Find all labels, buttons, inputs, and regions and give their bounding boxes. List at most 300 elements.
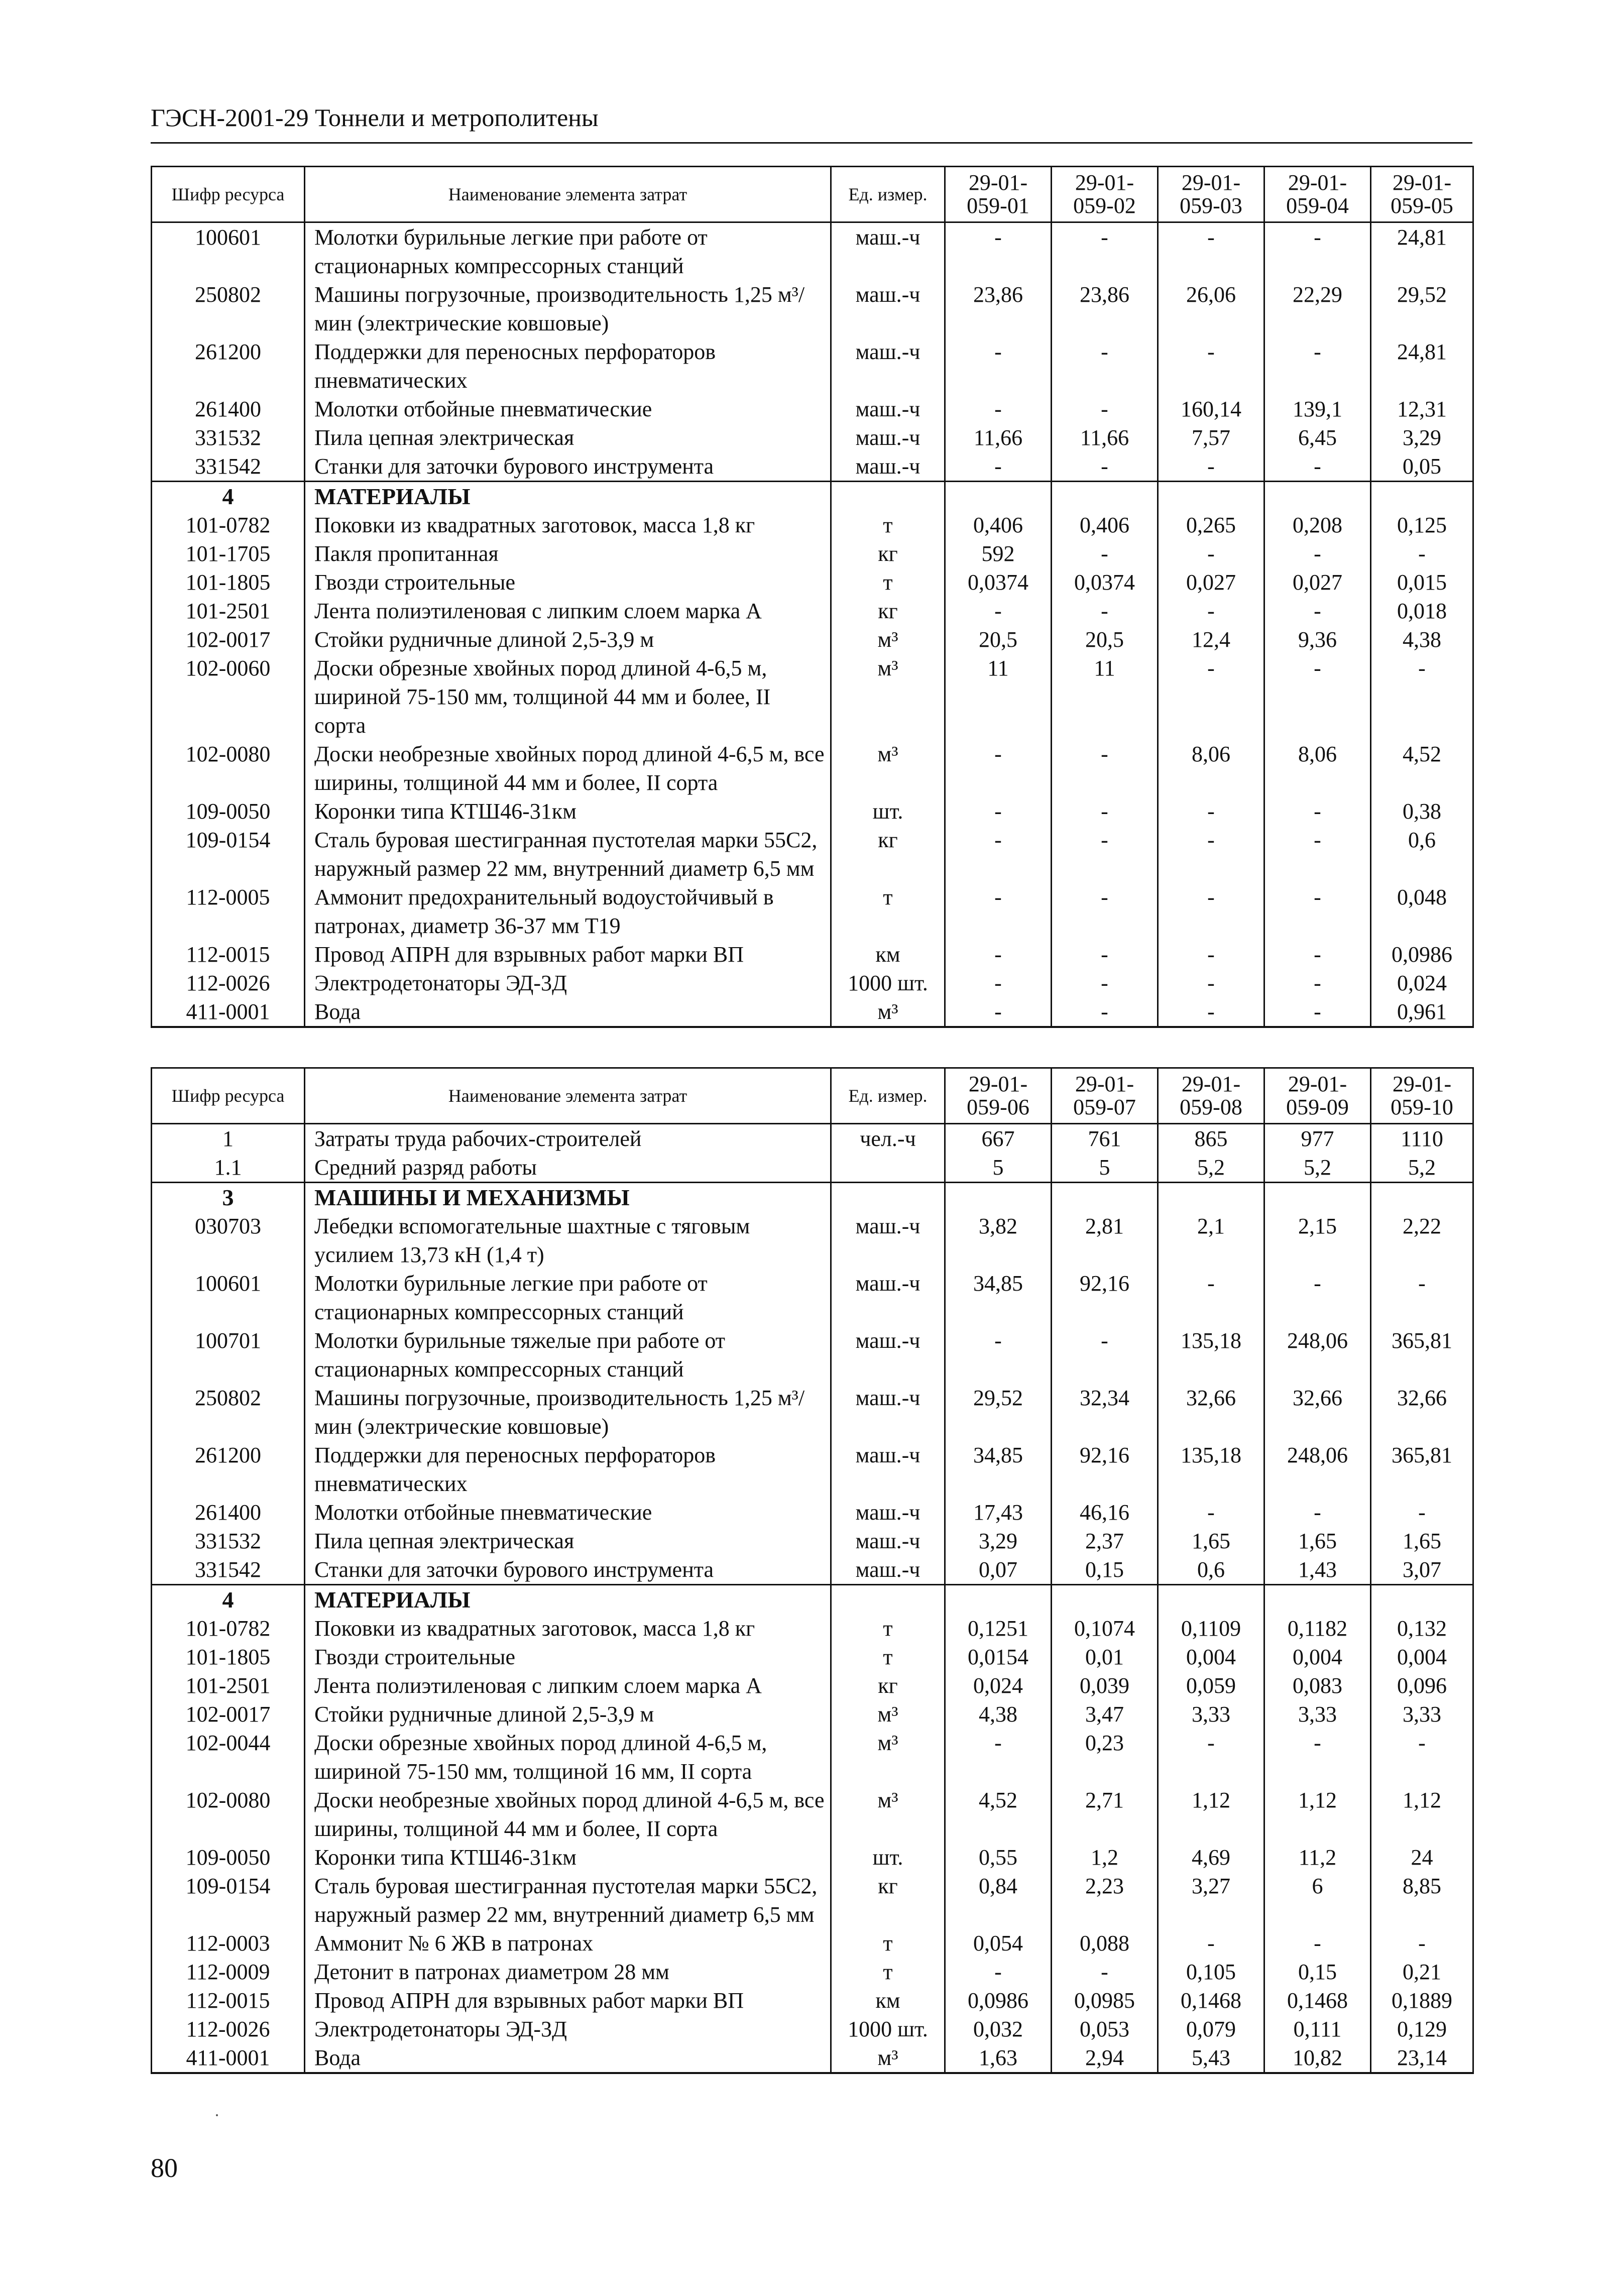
cell-value: - xyxy=(1158,940,1264,969)
cell-code: 102-0017 xyxy=(152,625,305,654)
cell-value: - xyxy=(1158,883,1264,940)
cell-value: 11 xyxy=(1052,654,1158,740)
cell-code: 102-0080 xyxy=(152,740,305,797)
cell-value: 0,059 xyxy=(1158,1671,1264,1700)
cell-value: - xyxy=(1158,1498,1264,1527)
cell-value: 2,15 xyxy=(1264,1212,1371,1269)
cell-value: - xyxy=(1264,337,1371,395)
cell-value: - xyxy=(1264,1269,1371,1326)
cell-value: 365,81 xyxy=(1371,1441,1473,1498)
cell-value: - xyxy=(1264,1929,1371,1958)
table-row xyxy=(152,1786,1473,1843)
cell-value: 0,38 xyxy=(1371,797,1473,826)
cell-value: 0,15 xyxy=(1264,1958,1371,1986)
cell-code: 101-1805 xyxy=(152,568,305,597)
cell-value: - xyxy=(1052,452,1158,482)
cell-value: 0,105 xyxy=(1158,1958,1264,1986)
cell-value: - xyxy=(945,1326,1052,1384)
cell-value: 1,12 xyxy=(1371,1786,1473,1843)
cell-unit: кг xyxy=(831,1872,945,1929)
cell-value: - xyxy=(945,797,1052,826)
cell-value: - xyxy=(1158,654,1264,740)
table-row xyxy=(152,1212,1473,1269)
cell-unit: чел.-ч xyxy=(831,1124,945,1154)
table-row xyxy=(152,1929,1473,1958)
cell-unit: маш.-ч xyxy=(831,337,945,395)
cell-value: 4,38 xyxy=(945,1700,1052,1729)
cell-value: - xyxy=(945,222,1052,281)
cell-code: 100601 xyxy=(152,1269,305,1326)
cell-code: 102-0044 xyxy=(152,1729,305,1786)
cell-value: 0,265 xyxy=(1158,511,1264,539)
table-row xyxy=(152,1643,1473,1671)
cell-value: - xyxy=(1052,222,1158,281)
cell-code: 101-1805 xyxy=(152,1643,305,1671)
cell-value: - xyxy=(945,883,1052,940)
cell-name: Доски необрезные хвойных пород длиной 4-6,5 м, все ширины, толщиной 44 мм и более, II сорта xyxy=(305,1786,831,1843)
cell-value: 26,06 xyxy=(1158,280,1264,337)
cell-value xyxy=(1158,482,1264,511)
cell-value: - xyxy=(1158,597,1264,625)
cell-value: - xyxy=(1158,1729,1264,1786)
table-row xyxy=(152,2043,1473,2073)
cell-code: 101-0782 xyxy=(152,1614,305,1643)
table-row xyxy=(152,826,1473,883)
cell-value: - xyxy=(1264,940,1371,969)
cell-value: 24,81 xyxy=(1371,222,1473,281)
cell-value: 8,06 xyxy=(1264,740,1371,797)
cell-name: Доски необрезные хвойных пород длиной 4-6,5 м, все ширины, толщиной 44 мм и более, II сорта xyxy=(305,740,831,797)
table-row xyxy=(152,1700,1473,1729)
cell-value: 0,208 xyxy=(1264,511,1371,539)
cell-code: 102-0017 xyxy=(152,1700,305,1729)
cell-unit: маш.-ч xyxy=(831,395,945,423)
cell-unit: маш.-ч xyxy=(831,1498,945,1527)
cell-code: 112-0003 xyxy=(152,1929,305,1958)
table-row xyxy=(152,1614,1473,1643)
cell-value: 5,2 xyxy=(1264,1153,1371,1183)
cell-value: 20,5 xyxy=(1052,625,1158,654)
cell-code: 112-0005 xyxy=(152,883,305,940)
cell-name: Электродетонаторы ЭД-3Д xyxy=(305,2015,831,2043)
col-header-code: Шифр ресурса xyxy=(152,167,305,222)
col-header-c5: 29-01-059-10 xyxy=(1371,1068,1473,1124)
cell-value: 3,33 xyxy=(1158,1700,1264,1729)
cell-value xyxy=(1052,1183,1158,1212)
cell-value: - xyxy=(945,452,1052,482)
cell-value: 0,406 xyxy=(1052,511,1158,539)
cell-value: 4,52 xyxy=(945,1786,1052,1843)
cell-value: 23,86 xyxy=(1052,280,1158,337)
cell-value: - xyxy=(1158,969,1264,997)
cell-value: - xyxy=(945,826,1052,883)
table-row xyxy=(152,337,1473,395)
cell-value: 7,57 xyxy=(1158,423,1264,452)
cell-value: - xyxy=(1158,826,1264,883)
cell-value: 135,18 xyxy=(1158,1326,1264,1384)
cell-unit: т xyxy=(831,1929,945,1958)
table-row xyxy=(152,423,1473,452)
cell-value: 0,1182 xyxy=(1264,1614,1371,1643)
cell-value: 9,36 xyxy=(1264,625,1371,654)
cell-value: 92,16 xyxy=(1052,1269,1158,1326)
cell-value: 0,0985 xyxy=(1052,1986,1158,2015)
cell-value: - xyxy=(1371,1498,1473,1527)
cell-value: 11,2 xyxy=(1264,1843,1371,1872)
cell-value xyxy=(1371,482,1473,511)
cell-value: 12,4 xyxy=(1158,625,1264,654)
col-header-c1: 29-01-059-06 xyxy=(945,1068,1052,1124)
cell-value: 6,45 xyxy=(1264,423,1371,452)
cell-name: Станки для заточки бурового инструмента xyxy=(305,452,831,482)
cell-value: 0,004 xyxy=(1371,1643,1473,1671)
cell-code: 101-1705 xyxy=(152,539,305,568)
cell-value: 0,024 xyxy=(1371,969,1473,997)
scan-dot xyxy=(216,2114,218,2116)
resource-table-1 xyxy=(151,166,1474,1028)
cell-unit: маш.-ч xyxy=(831,1384,945,1441)
cell-value: 0,053 xyxy=(1052,2015,1158,2043)
cell-value: 0,15 xyxy=(1052,1555,1158,1585)
cell-unit xyxy=(831,1585,945,1615)
cell-value: 6 xyxy=(1264,1872,1371,1929)
cell-code: 411-0001 xyxy=(152,2043,305,2073)
col-header-c5: 29-01-059-05 xyxy=(1371,167,1473,222)
cell-value: - xyxy=(1264,1498,1371,1527)
cell-value: 0,004 xyxy=(1158,1643,1264,1671)
cell-value: 32,34 xyxy=(1052,1384,1158,1441)
table-row xyxy=(152,997,1473,1027)
cell-name: Вода xyxy=(305,2043,831,2073)
cell-value xyxy=(1371,1183,1473,1212)
cell-code: 1.1 xyxy=(152,1153,305,1183)
cell-name: Машины погрузочные, производительность 1,25 м³/мин (электрические ковшовые) xyxy=(305,1384,831,1441)
cell-value: 2,23 xyxy=(1052,1872,1158,1929)
cell-code: 100701 xyxy=(152,1326,305,1384)
cell-name: Машины погрузочные, производительность 1,25 м³/мин (электрические ковшовые) xyxy=(305,280,831,337)
cell-value: - xyxy=(1052,969,1158,997)
table-row xyxy=(152,1269,1473,1326)
table-row xyxy=(152,395,1473,423)
table-row xyxy=(152,969,1473,997)
cell-code: 101-2501 xyxy=(152,597,305,625)
cell-value: 11 xyxy=(945,654,1052,740)
cell-code: 112-0015 xyxy=(152,940,305,969)
cell-value xyxy=(1158,1183,1264,1212)
cell-name: Доски обрезные хвойных пород длиной 4-6,5 м, шириной 75-150 мм, толщиной 44 мм и более, II сорта xyxy=(305,654,831,740)
cell-value: 5,43 xyxy=(1158,2043,1264,2073)
table-row xyxy=(152,797,1473,826)
cell-unit: маш.-ч xyxy=(831,222,945,281)
cell-value: 0,1468 xyxy=(1158,1986,1264,2015)
cell-unit: т xyxy=(831,1643,945,1671)
cell-value: 160,14 xyxy=(1158,395,1264,423)
cell-name: Пакля пропитанная xyxy=(305,539,831,568)
cell-value: 32,66 xyxy=(1264,1384,1371,1441)
cell-value: - xyxy=(1158,222,1264,281)
cell-value: - xyxy=(945,1729,1052,1786)
cell-unit: 1000 шт. xyxy=(831,2015,945,2043)
page-header-title: ГЭСН-2001-29 Тоннели и метрополитены xyxy=(151,103,599,132)
resource-table-2 xyxy=(151,1067,1474,2074)
col-header-unit: Ед. измер. xyxy=(831,1068,945,1124)
cell-value: 3,27 xyxy=(1158,1872,1264,1929)
cell-value xyxy=(945,1585,1052,1615)
cell-value: 977 xyxy=(1264,1124,1371,1154)
cell-value: 32,66 xyxy=(1158,1384,1264,1441)
cell-code: 030703 xyxy=(152,1212,305,1269)
cell-value: 365,81 xyxy=(1371,1326,1473,1384)
cell-value: 8,06 xyxy=(1158,740,1264,797)
cell-value: 1110 xyxy=(1371,1124,1473,1154)
cell-unit: м³ xyxy=(831,2043,945,2073)
cell-code: 112-0026 xyxy=(152,969,305,997)
table-row xyxy=(152,740,1473,797)
cell-value: 0,048 xyxy=(1371,883,1473,940)
cell-value: - xyxy=(1052,337,1158,395)
cell-value: - xyxy=(1264,539,1371,568)
table-row xyxy=(152,1843,1473,1872)
table-row xyxy=(152,1527,1473,1555)
cell-name: МАТЕРИАЛЫ xyxy=(305,1585,831,1615)
cell-value: 2,37 xyxy=(1052,1527,1158,1555)
cell-value: 3,82 xyxy=(945,1212,1052,1269)
cell-name: Стойки рудничные длиной 2,5-3,9 м xyxy=(305,1700,831,1729)
cell-value: 0,1109 xyxy=(1158,1614,1264,1643)
cell-code: 261400 xyxy=(152,395,305,423)
cell-unit: маш.-ч xyxy=(831,452,945,482)
cell-value: 5,2 xyxy=(1158,1153,1264,1183)
cell-unit: маш.-ч xyxy=(831,1555,945,1585)
table-row xyxy=(152,940,1473,969)
cell-value: - xyxy=(1371,654,1473,740)
cell-name: Молотки отбойные пневматические xyxy=(305,1498,831,1527)
table-row xyxy=(152,1153,1473,1183)
cell-name: Поковки из квадратных заготовок, масса 1,8 кг xyxy=(305,1614,831,1643)
cell-name: Поковки из квадратных заготовок, масса 1,8 кг xyxy=(305,511,831,539)
cell-value: - xyxy=(1052,1326,1158,1384)
col-header-c2: 29-01-059-07 xyxy=(1052,1068,1158,1124)
cell-value: 3,07 xyxy=(1371,1555,1473,1585)
cell-value: 0,961 xyxy=(1371,997,1473,1027)
cell-value: 865 xyxy=(1158,1124,1264,1154)
cell-code: 3 xyxy=(152,1183,305,1212)
cell-value: 0,21 xyxy=(1371,1958,1473,1986)
col-header-c2: 29-01-059-02 xyxy=(1052,167,1158,222)
cell-code: 250802 xyxy=(152,280,305,337)
cell-value: - xyxy=(1264,222,1371,281)
cell-value: 0,84 xyxy=(945,1872,1052,1929)
cell-value: - xyxy=(1371,1729,1473,1786)
cell-value: 0,1889 xyxy=(1371,1986,1473,2015)
cell-value: 4,69 xyxy=(1158,1843,1264,1872)
table-row xyxy=(152,654,1473,740)
cell-value: 592 xyxy=(945,539,1052,568)
cell-name: Пила цепная электрическая xyxy=(305,1527,831,1555)
cell-unit: м³ xyxy=(831,1729,945,1786)
section-row xyxy=(152,482,1473,511)
cell-value: 5 xyxy=(945,1153,1052,1183)
cell-value: 0,0374 xyxy=(1052,568,1158,597)
cell-value: 3,29 xyxy=(945,1527,1052,1555)
cell-code: 331542 xyxy=(152,1555,305,1585)
table-row xyxy=(152,1986,1473,2015)
cell-value: 0,039 xyxy=(1052,1671,1158,1700)
cell-code: 411-0001 xyxy=(152,997,305,1027)
cell-value: - xyxy=(1158,797,1264,826)
cell-value: 32,66 xyxy=(1371,1384,1473,1441)
cell-value: 0,23 xyxy=(1052,1729,1158,1786)
cell-value: 0,0986 xyxy=(945,1986,1052,2015)
table-row xyxy=(152,222,1473,281)
cell-value: 22,29 xyxy=(1264,280,1371,337)
cell-value: 0,1468 xyxy=(1264,1986,1371,2015)
cell-unit: маш.-ч xyxy=(831,1326,945,1384)
cell-value: 11,66 xyxy=(1052,423,1158,452)
cell-value: - xyxy=(945,969,1052,997)
cell-value: 135,18 xyxy=(1158,1441,1264,1498)
cell-value: 34,85 xyxy=(945,1269,1052,1326)
cell-name: Гвозди строительные xyxy=(305,1643,831,1671)
cell-unit: 1000 шт. xyxy=(831,969,945,997)
cell-value: 0,0374 xyxy=(945,568,1052,597)
cell-value: 0,015 xyxy=(1371,568,1473,597)
cell-value: 0,027 xyxy=(1264,568,1371,597)
cell-value xyxy=(945,482,1052,511)
cell-unit: маш.-ч xyxy=(831,1212,945,1269)
cell-value: - xyxy=(1052,740,1158,797)
table-row xyxy=(152,597,1473,625)
cell-unit: т xyxy=(831,883,945,940)
table-row xyxy=(152,280,1473,337)
cell-code: 4 xyxy=(152,482,305,511)
cell-name: Молотки отбойные пневматические xyxy=(305,395,831,423)
cell-value xyxy=(1264,1183,1371,1212)
table-row xyxy=(152,1326,1473,1384)
cell-value: 92,16 xyxy=(1052,1441,1158,1498)
cell-value: 11,66 xyxy=(945,423,1052,452)
cell-unit: кг xyxy=(831,826,945,883)
cell-value: - xyxy=(945,740,1052,797)
cell-name: Лебедки вспомогательные шахтные с тяговым усилием 13,73 кН (1,4 т) xyxy=(305,1212,831,1269)
cell-unit xyxy=(831,1183,945,1212)
cell-code: 112-0015 xyxy=(152,1986,305,2015)
cell-value: 248,06 xyxy=(1264,1326,1371,1384)
table-row xyxy=(152,883,1473,940)
cell-value xyxy=(1052,1585,1158,1615)
cell-value: - xyxy=(1264,797,1371,826)
cell-value: - xyxy=(1371,1269,1473,1326)
cell-value: - xyxy=(1052,797,1158,826)
cell-value: 8,85 xyxy=(1371,1872,1473,1929)
cell-name: Лента полиэтиленовая с липким слоем марка А xyxy=(305,1671,831,1700)
cell-name: Сталь буровая шестигранная пустотелая марки 55С2, наружный размер 22 мм, внутренний диаметр 6,5 мм xyxy=(305,826,831,883)
cell-code: 331532 xyxy=(152,1527,305,1555)
cell-unit: шт. xyxy=(831,1843,945,1872)
cell-value: 5 xyxy=(1052,1153,1158,1183)
cell-name: Поддержки для переносных перфораторов пневматических xyxy=(305,337,831,395)
cell-unit: м³ xyxy=(831,625,945,654)
cell-value: 1,65 xyxy=(1158,1527,1264,1555)
cell-unit: м³ xyxy=(831,1786,945,1843)
cell-value: - xyxy=(945,940,1052,969)
cell-value: 2,71 xyxy=(1052,1786,1158,1843)
cell-code: 112-0009 xyxy=(152,1958,305,1986)
cell-value: 248,06 xyxy=(1264,1441,1371,1498)
cell-value: 761 xyxy=(1052,1124,1158,1154)
col-header-code: Шифр ресурса xyxy=(152,1068,305,1124)
cell-value: - xyxy=(945,337,1052,395)
cell-value: 1,65 xyxy=(1371,1527,1473,1555)
cell-code: 101-2501 xyxy=(152,1671,305,1700)
cell-code: 261400 xyxy=(152,1498,305,1527)
cell-value: 0,004 xyxy=(1264,1643,1371,1671)
cell-name: Средний разряд работы xyxy=(305,1153,831,1183)
table-row xyxy=(152,452,1473,482)
cell-unit: маш.-ч xyxy=(831,423,945,452)
cell-value: - xyxy=(1052,940,1158,969)
cell-value: 29,52 xyxy=(945,1384,1052,1441)
cell-unit: шт. xyxy=(831,797,945,826)
cell-code: 4 xyxy=(152,1585,305,1615)
cell-value: 0,07 xyxy=(945,1555,1052,1585)
cell-code: 102-0060 xyxy=(152,654,305,740)
cell-value: 1,12 xyxy=(1158,1786,1264,1843)
cell-name: Провод АПРН для взрывных работ марки ВП xyxy=(305,1986,831,2015)
cell-value: 4,38 xyxy=(1371,625,1473,654)
cell-value: 0,05 xyxy=(1371,452,1473,482)
table-header-row xyxy=(152,1068,1473,1124)
cell-code: 109-0154 xyxy=(152,826,305,883)
cell-code: 112-0026 xyxy=(152,2015,305,2043)
cell-unit xyxy=(831,482,945,511)
cell-name: МАТЕРИАЛЫ xyxy=(305,482,831,511)
cell-name: Молотки бурильные тяжелые при работе от стационарных компрессорных станций xyxy=(305,1326,831,1384)
cell-value: 12,31 xyxy=(1371,395,1473,423)
cell-unit: т xyxy=(831,1614,945,1643)
cell-code: 102-0080 xyxy=(152,1786,305,1843)
cell-value: - xyxy=(1264,826,1371,883)
cell-name: Гвозди строительные xyxy=(305,568,831,597)
cell-unit: м³ xyxy=(831,740,945,797)
cell-code: 261200 xyxy=(152,1441,305,1498)
cell-value: - xyxy=(1264,597,1371,625)
cell-value: 0,079 xyxy=(1158,2015,1264,2043)
cell-value xyxy=(1264,482,1371,511)
cell-name: Молотки бурильные легкие при работе от стационарных компрессорных станций xyxy=(305,1269,831,1326)
cell-name: Провод АПРН для взрывных работ марки ВП xyxy=(305,940,831,969)
col-header-name: Наименование элемента затрат xyxy=(305,1068,831,1124)
table-row xyxy=(152,1124,1473,1154)
cell-unit: маш.-ч xyxy=(831,1527,945,1555)
cell-unit: кг xyxy=(831,1671,945,1700)
cell-value xyxy=(945,1183,1052,1212)
cell-code: 101-0782 xyxy=(152,511,305,539)
cell-unit: м³ xyxy=(831,997,945,1027)
cell-value: - xyxy=(1158,452,1264,482)
cell-unit: маш.-ч xyxy=(831,1269,945,1326)
cell-value: 2,81 xyxy=(1052,1212,1158,1269)
cell-value: 0,054 xyxy=(945,1929,1052,1958)
cell-value: 0,096 xyxy=(1371,1671,1473,1700)
cell-name: Сталь буровая шестигранная пустотелая марки 55С2, наружный размер 22 мм, внутренний диаметр 6,5 мм xyxy=(305,1872,831,1929)
cell-name: Лента полиэтиленовая с липким слоем марка А xyxy=(305,597,831,625)
table-header-row xyxy=(152,167,1473,222)
cell-value xyxy=(1371,1585,1473,1615)
table-row xyxy=(152,1729,1473,1786)
cell-unit: м³ xyxy=(831,1700,945,1729)
cell-code: 261200 xyxy=(152,337,305,395)
